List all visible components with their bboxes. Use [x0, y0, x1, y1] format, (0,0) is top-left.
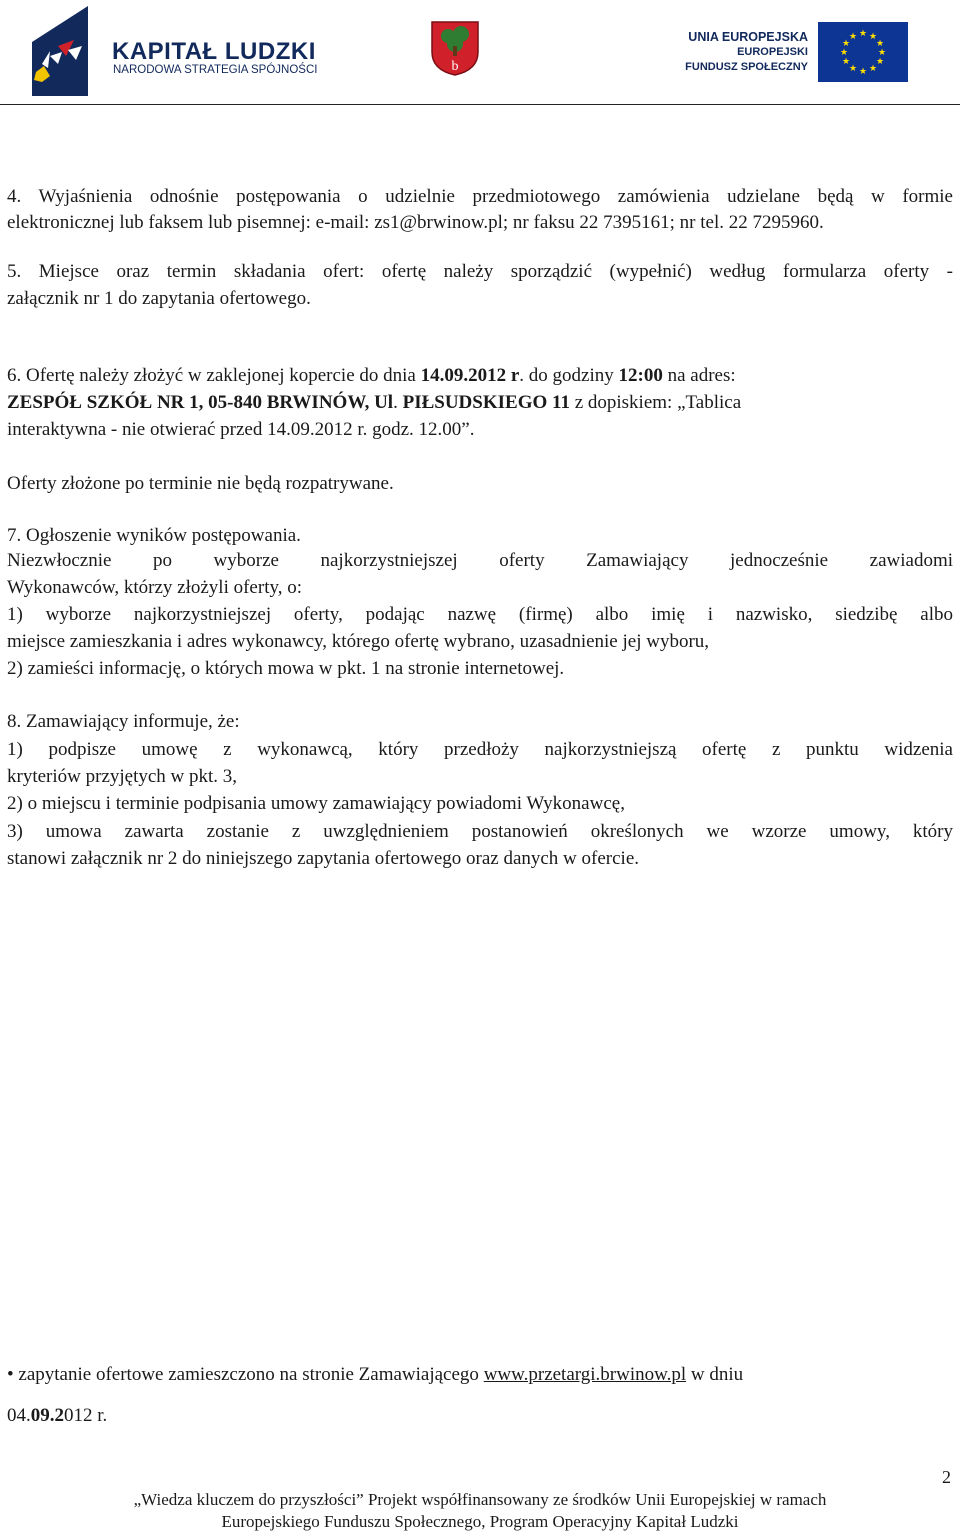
- eu-label-line3: FUNDUSZ SPOŁECZNY: [685, 61, 808, 73]
- s7-line1: Niezwłocznie po wyborze najkorzystniejszej oferty Zamawiający jednocześnie zawiadomi: [7, 550, 953, 571]
- s8-line3: 2) o miejscu i terminie podpisania umowy zamawiający powiadomi Wykonawcę,: [7, 793, 625, 814]
- s6-line2: ZESPÓŁ SZKÓŁ NR 1, 05-840 BRWINÓW, Ul. PIŁSUDSKIEGO 11 z dopiskiem: „Tablica: [7, 392, 742, 413]
- bullet-icon: •: [7, 1364, 14, 1385]
- s8-title: 8. Zamawiający informuje, że:: [7, 711, 240, 732]
- publication-note: • zapytanie ofertowe zamieszczono na stronie Zamawiającego www.przetargi.brwinow.pl w dniu: [7, 1364, 744, 1385]
- s6-line3: interaktywna - nie otwierać przed 14.09.2012 r. godz. 12.00”.: [7, 419, 475, 440]
- s7-title: 7. Ogłoszenie wyników postępowania.: [7, 525, 301, 546]
- svg-text:★: ★: [868, 64, 878, 74]
- przetargi-link[interactable]: www.przetargi.brwinow.pl: [483, 1364, 687, 1385]
- svg-text:★: ★: [848, 32, 858, 42]
- svg-text:★: ★: [858, 67, 868, 77]
- s8-line4: 3) umowa zawarta zostanie z uwzględnieniem postanowień określonych we wzorze umowy, który: [7, 821, 953, 842]
- s8-line1: 1) podpisze umowę z wykonawcą, który przedłoży najkorzystniejszą ofertę z punktu widzenia: [7, 739, 953, 760]
- header-divider: [0, 104, 960, 105]
- svg-text:★: ★: [875, 57, 885, 67]
- s7-line5: 2) zamieści informację, o których mowa w pkt. 1 na stronie internetowej.: [7, 658, 565, 679]
- s7-line4: miejsce zamieszkania i adres wykonawcy, którego ofertę wybrano, uzasadnienie jej wyboru,: [7, 631, 710, 652]
- s8-line2: kryteriów przyjętych w pkt. 3,: [7, 766, 238, 787]
- s6-line4: Oferty złożone po terminie nie będą rozpatrywane.: [7, 473, 394, 494]
- footer-line1: „Wiedza kluczem do przyszłości” Projekt współfinansowany ze środków Unii Europejskiej w ramach: [133, 1490, 827, 1509]
- svg-text:★: ★: [839, 48, 849, 58]
- publication-date: 04.09.2012 r.: [7, 1405, 108, 1426]
- svg-text:★: ★: [858, 29, 868, 39]
- brwinow-crest-icon: [430, 20, 480, 76]
- svg-text:b: b: [451, 59, 459, 74]
- svg-text:★: ★: [841, 57, 851, 67]
- svg-text:★: ★: [877, 48, 887, 58]
- s7-line2: Wykonawców, którzy złożyli oferty, o:: [7, 577, 303, 598]
- s6-line1: 6. Ofertę należy złożyć w zaklejonej kopercie do dnia 14.09.2012 r. do godziny 12:00 na adres:: [7, 365, 736, 386]
- eu-label-line1: UNIA EUROPEJSKA: [688, 30, 808, 44]
- svg-text:★: ★: [848, 64, 858, 74]
- kapital-ludzki-logo-icon: [28, 6, 104, 98]
- svg-text:★: ★: [841, 39, 851, 49]
- footer-line2: Europejskiego Funduszu Społecznego, Program Operacyjny Kapitał Ludzki: [221, 1512, 739, 1531]
- s8-line5: stanowi załącznik nr 2 do niniejszego zapytania ofertowego oraz danych w ofercie.: [7, 848, 640, 869]
- eu-text-block: [668, 30, 808, 75]
- eu-label-line2: EUROPEJSKI: [737, 46, 808, 58]
- kapital-ludzki-title: KAPITAŁ LUDZKI: [112, 38, 316, 65]
- eu-flag-icon: [818, 22, 908, 82]
- s5-line1: 5. Miejsce oraz termin składania ofert: ofertę należy sporządzić (wypełnić) według formularza oferty -: [7, 261, 953, 282]
- kapital-ludzki-subtitle: NARODOWA STRATEGIA SPÓJNOŚCI: [113, 64, 318, 76]
- svg-text:★: ★: [875, 39, 885, 49]
- svg-text:★: ★: [868, 32, 878, 42]
- page-number: 2: [942, 1467, 951, 1487]
- s7-line3: 1) wyborze najkorzystniejszej oferty, podając nazwę (firmę) albo imię i nazwisko, siedzibę albo: [7, 604, 953, 625]
- s4-line1: 4. Wyjaśnienia odnośnie postępowania o udzielnie przedmiotowego zamówienia udzielane będą w formie: [7, 186, 953, 207]
- page-header: [0, 0, 960, 106]
- s5-line2: załącznik nr 1 do zapytania ofertowego.: [7, 288, 311, 309]
- s4-line2: elektronicznej lub faksem lub pisemnej: e-mail: zs1@brwinow.pl; nr faksu 22 7395161; nr tel. 22 7295960.: [7, 212, 824, 233]
